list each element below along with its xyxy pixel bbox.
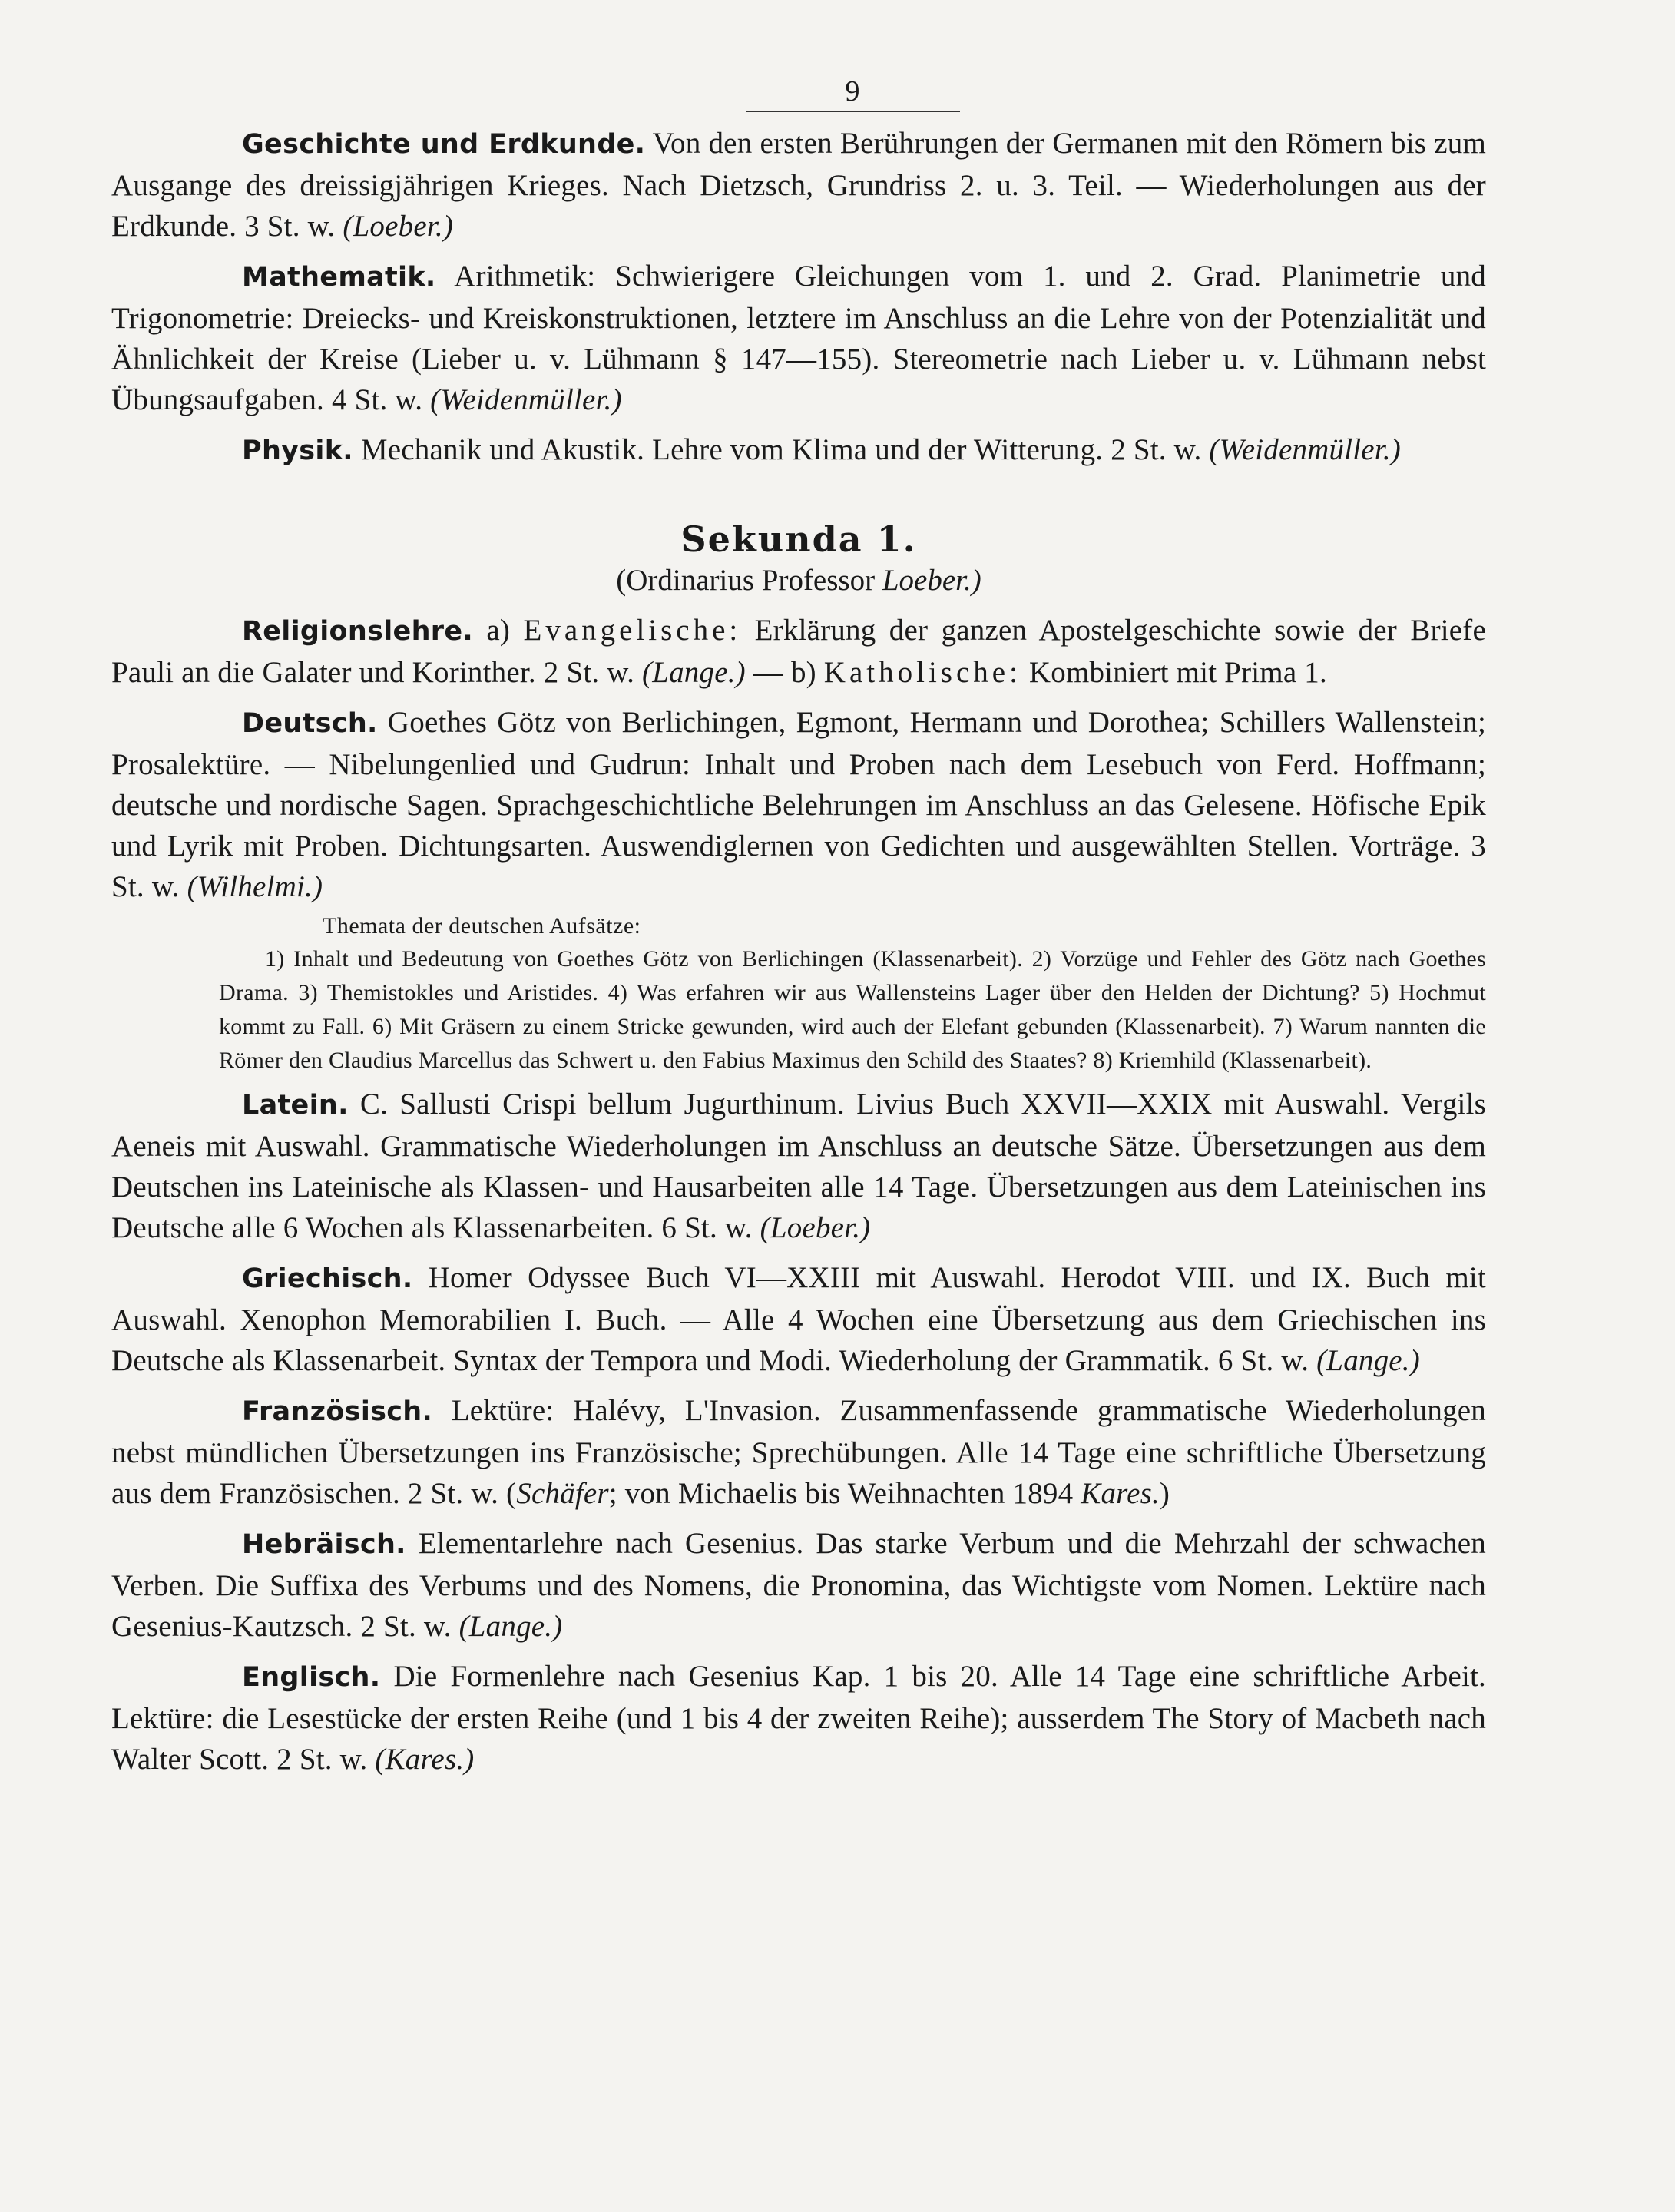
teacher-name: Schäfer (516, 1477, 609, 1510)
paragraph-text-after: ; von Michaelis bis Weihnachten 1894 (608, 1477, 1074, 1510)
teacher-name: (Lange.) (1316, 1344, 1420, 1377)
paragraph-text: Von den ersten Berührungen der Germanen mit den Römern bis zum Ausgange des dreissigjährigen Krieges. Nach Dietzsch, Grundriss 2. u. 3. Teil. — Wiederholungen aus der Erdkunde. 3 St. w. (111, 127, 1486, 243)
part-b-spaced: Katholische: (823, 656, 1021, 689)
paragraph-text: Lektüre: Halévy, L'Invasion. Zusammenfassende grammatische Wiederholungen nebst mündlichen Übersetzungen ins Französische; Sprechübungen. Alle 14 Tage eine schriftliche Übersetzung aus dem Französischen. 2 St. w. ( (111, 1394, 1487, 1510)
paragraph-franzoesisch (111, 1390, 1486, 1514)
teacher-name: (Lange.) (458, 1610, 563, 1643)
teacher-name: (Weidenmüller.) (1209, 433, 1401, 466)
subject-heading: Deutsch. (242, 708, 378, 739)
part-a-label: a) (486, 614, 511, 647)
paragraph-deutsch (111, 702, 1486, 907)
part-b-label: — b) (753, 656, 816, 689)
section-subtitle (111, 561, 1486, 601)
teacher-name-2: Kares. (1081, 1477, 1160, 1510)
page-number: 9 (746, 77, 960, 112)
themata-list: 1) Inhalt und Bedeutung von Goethes Götz von Berlichingen (Klassenarbeit). 2) Vorzüge und Fehler des Götz nach Goethes Drama. 3) Themistokles und Aristides. 4) Was erfahren wir aus Wallensteins Lager über den Helden der Dichtung? 5) Hochmut kommt zu Fall. 6) Mit Gräsern zu einem Stricke gewunden, wird auch der Elefant gebunden (Klassenarbeit). 7) Warum nannten die Römer den Claudius Marcellus das Schwert u. den Fabius Maximus den Schild des Staates? 8) Kriemhild (Klassenarbeit). (219, 946, 1486, 1073)
teacher-name: (Wilhelmi.) (187, 870, 323, 903)
subject-heading: Mathematik. (242, 262, 436, 293)
subject-heading: Physik. (242, 435, 353, 466)
part-b-text: Kombiniert mit Prima 1. (1028, 656, 1327, 689)
paragraph-hebraeisch (111, 1523, 1486, 1647)
page-header (111, 77, 1486, 112)
subject-heading: Geschichte und Erdkunde. (242, 129, 646, 160)
teacher-name: (Lange.) (642, 656, 746, 689)
paragraph-text: Arithmetik: Schwierigere Gleichungen vom 1. und 2. Grad. Planimetrie und Trigonometrie: Dreiecks- und Kreiskonstruktionen, letztere im Anschluss an die Lehre von der Potenzialität und Ähnlichkeit der Kreise (Lieber u. v. Lühmann § 147—155). Stereometrie nach Lieber u. v. Lühmann nebst Übungsaufgaben. 4 St. w. (111, 260, 1486, 416)
teacher-name: (Loeber.) (343, 210, 454, 243)
paragraph-text: Homer Odyssee Buch VI—XXIII mit Auswahl. Herodot VIII. und IX. Buch mit Auswahl. Xenophon Memorabilien I. Buch. — Alle 4 Wochen eine Übersetzung aus dem Griechischen ins Deutsche als Klassenarbeit. Syntax der Tempora und Modi. Wiederholung der Grammatik. 6 St. w. (111, 1261, 1486, 1377)
teacher-name: (Loeber.) (760, 1211, 871, 1244)
subject-heading: Latein. (242, 1090, 349, 1121)
paragraph-latein (111, 1084, 1486, 1248)
subject-heading: Hebräisch. (242, 1529, 406, 1560)
paragraph-text: Die Formenlehre nach Gesenius Kap. 1 bis 20. Alle 14 Tage eine schriftliche Arbeit. Lektüre: die Lesestücke der ersten Reihe (und 1 bis 4 der zweiten Reihe); ausserdem The Story of Macbeth nach Walter Scott. 2 St. w. (111, 1660, 1486, 1776)
themata-heading: Themata der deutschen Aufsätze: (323, 913, 641, 939)
paragraph-text: Elementarlehre nach Gesenius. Das starke Verbum und die Mehrzahl der schwachen Verben. Die Suffixa des Verbums und des Nomens, die Pronomina, das Wichtigste vom Nomen. Lektüre nach Gesenius-Kautzsch. 2 St. w. (111, 1527, 1486, 1643)
part-a-text: Erklärung der ganzen Apostelgeschichte sowie der Briefe Pauli an die Galater und Korinther. 2 St. w. (111, 614, 1487, 689)
part-a-spaced: Evangelische: (523, 614, 742, 647)
paragraph-geschichte (111, 123, 1486, 247)
paragraph-englisch (111, 1656, 1486, 1780)
paragraph-physik (111, 429, 1486, 472)
paragraph-mathematik (111, 256, 1486, 420)
document-page (111, 77, 1486, 1789)
paragraph-religion (111, 610, 1486, 693)
teacher-name: (Kares.) (375, 1743, 475, 1776)
paragraph-griechisch (111, 1257, 1486, 1381)
paragraph-text: Goethes Götz von Berlichingen, Egmont, Hermann und Dorothea; Schillers Wallenstein; Prosalektüre. — Nibelungenlied und Gudrun: Inhalt und Proben nach dem Lesebuch von Ferd. Hoffmann; deutsche und nordische Sagen. Sprachgeschichtliche Belehrungen im Anschluss an das Gelesene. Höfische Epik und Lyrik mit Proben. Dichtungsarten. Auswendiglernen von Gedichten und ausgewählten Stellen. Vorträge. 3 St. w. (111, 706, 1487, 903)
paragraph-text: Mechanik und Akustik. Lehre vom Klima und der Witterung. 2 St. w. (360, 433, 1202, 466)
subject-heading: Französisch. (242, 1396, 433, 1427)
teacher-name: (Weidenmüller.) (430, 383, 622, 416)
subject-heading: Religionslehre. (242, 616, 473, 647)
paragraph-text: C. Sallusti Crispi bellum Jugurthinum. Livius Buch XXVII—XXIX mit Auswahl. Vergils Aeneis mit Auswahl. Grammatische Wiederholungen im Anschluss an deutsche Sätze. Übersetzungen aus dem Deutschen ins Lateinische als Klassen- und Hausarbeiten alle 14 Tage. Übersetzungen aus dem Lateinischen ins Deutsche alle 6 Wochen als Klassenarbeiten. 6 St. w. (111, 1088, 1487, 1244)
subject-heading: Englisch. (242, 1662, 381, 1693)
subtitle-prefix: (Ordinarius Professor (616, 564, 876, 597)
closing-paren: ) (1159, 1477, 1170, 1510)
section-title: Sekunda 1. (680, 518, 917, 560)
subtitle-name: Loeber.) (882, 564, 981, 597)
subject-heading: Griechisch. (242, 1263, 413, 1294)
